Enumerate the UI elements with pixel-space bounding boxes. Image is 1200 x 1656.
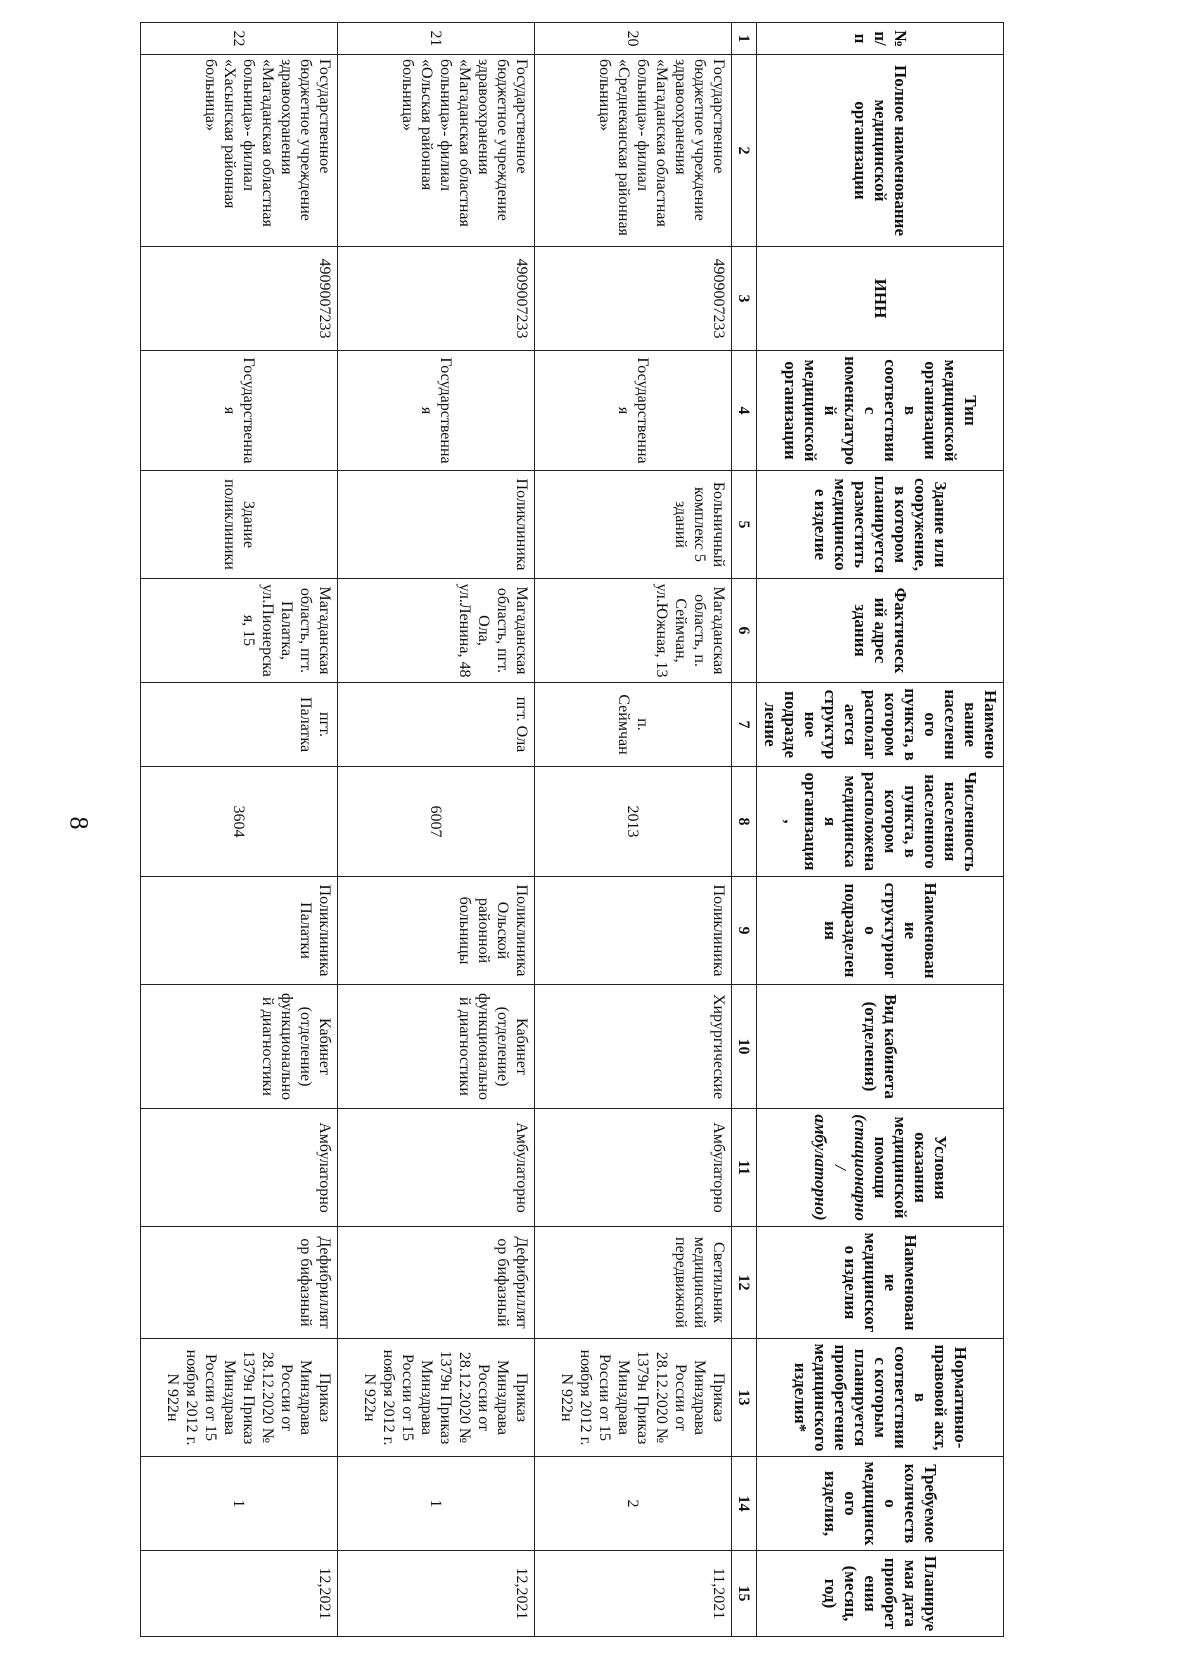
population: 3604	[141, 767, 338, 877]
structural-unit: Поликлиника Палатки	[141, 877, 338, 985]
header-cell: Численность населения населенного пункта, в котором расположена медицинская организация,	[757, 767, 1004, 877]
header-cell: Планируемая дата приобретения (месяц, год)	[757, 1551, 1004, 1637]
column-number-row	[732, 23, 757, 1637]
settlement: пгт. Палатка	[141, 683, 338, 767]
settlement: пгт. Ола	[338, 683, 535, 767]
column-number: 8	[732, 767, 757, 877]
column-number: 2	[732, 55, 757, 247]
header-cell: Требуемое количество медицинского изделия,	[757, 1457, 1004, 1551]
legal-act: Приказ Минздрава России от 28.12.2020 № 1379н Приказ Минздрава России от 15 ноября 2012 г. N 922н	[535, 1339, 732, 1457]
device-name: Светильник медицинский передвижной	[535, 1227, 732, 1339]
rotated-page	[118, 22, 1004, 1634]
inn: 4909007233	[338, 247, 535, 351]
address: Магаданская область, п. Сеймчан, ул.Южная, 13	[535, 579, 732, 683]
cabinet-type: Кабинет (отделение) функционально й диагностики	[338, 985, 535, 1109]
header-note: (стационарно/ амбулаторно)	[811, 1114, 870, 1221]
settlement: п. Сеймчан	[535, 683, 732, 767]
header-row	[757, 23, 1004, 1637]
legal-act: Приказ Минздрава России от 28.12.2020 № 1379н Приказ Минздрава России от 15 ноября 2012 г. N 922н	[338, 1339, 535, 1457]
structural-unit: Поликлиника	[535, 877, 732, 985]
building: Здание поликлиники	[141, 471, 338, 579]
column-number: 4	[732, 351, 757, 471]
row-number: 21	[338, 23, 535, 55]
address: Магаданская область, пгт. Ола, ул.Ленина, 48	[338, 579, 535, 683]
org-name: Государственное бюджетное учреждение здравоохранения «Магаданская областная больница»- филиал «Среднеканская районная больница»	[535, 55, 732, 247]
column-number: 13	[732, 1339, 757, 1457]
header-cell: Наименование структурного подразделения	[757, 877, 1004, 985]
column-number: 9	[732, 877, 757, 985]
quantity: 1	[338, 1457, 535, 1551]
device-name: Дефибриллят ор бифазный	[141, 1227, 338, 1339]
header-cell: Здание или сооружение, в котором планируется разместить медицинское изделие	[757, 471, 1004, 579]
org-name: Государственное бюджетное учреждение здравоохранения «Магаданская областная больница»- филиал «Ольская районная больница»	[338, 55, 535, 247]
building: Поликлиника	[338, 471, 535, 579]
quantity: 1	[141, 1457, 338, 1551]
care-conditions: Амбулаторно	[535, 1109, 732, 1227]
header-cell	[757, 1109, 1004, 1227]
org-name: Государственное бюджетное учреждение здравоохранения «Магаданская областная больница»- филиал «Хасынская районная больница»	[141, 55, 338, 247]
org-type: Государственная	[338, 351, 535, 471]
column-number: 14	[732, 1457, 757, 1551]
page-number: 8	[64, 816, 94, 830]
column-number: 11	[732, 1109, 757, 1227]
cabinet-type: Хирургические	[535, 985, 732, 1109]
row-number: 20	[535, 23, 732, 55]
planned-date: 11,2021	[535, 1551, 732, 1637]
population: 6007	[338, 767, 535, 877]
table-row	[338, 23, 535, 1637]
column-number: 12	[732, 1227, 757, 1339]
building: Больничный комплекс 5 зданий	[535, 471, 732, 579]
quantity: 2	[535, 1457, 732, 1551]
header-cell: ИНН	[757, 247, 1004, 351]
header-cell: Наименование населенного пункта, в котором располагается структурное подразделение	[757, 683, 1004, 767]
column-number: 3	[732, 247, 757, 351]
column-number: 7	[732, 683, 757, 767]
column-number: 15	[732, 1551, 757, 1637]
equipment-table	[140, 22, 1004, 1637]
table-row	[141, 23, 338, 1637]
org-type: Государственная	[535, 351, 732, 471]
header-cell: Тип медицинской организации в соответствии с номенклатурой медицинской организации	[757, 351, 1004, 471]
column-number: 6	[732, 579, 757, 683]
row-number: 22	[141, 23, 338, 55]
header-cell: Вид кабинета (отделения)	[757, 985, 1004, 1109]
cabinet-type: Кабинет (отделение) функционально й диагностики	[141, 985, 338, 1109]
address: Магаданская область, пгт. Палатка, ул.Пионерска я, 15	[141, 579, 338, 683]
inn: 4909007233	[141, 247, 338, 351]
structural-unit: Поликлиника Ольской районной больницы	[338, 877, 535, 985]
legal-act: Приказ Минздрава России от 28.12.2020 № 1379н Приказ Минздрава России от 15 ноября 2012 г. N 922н	[141, 1339, 338, 1457]
column-number: 10	[732, 985, 757, 1109]
planned-date: 12,2021	[338, 1551, 535, 1637]
device-name: Дефибриллят ор бифазный	[338, 1227, 535, 1339]
planned-date: 12,2021	[141, 1551, 338, 1637]
header-label: Условия оказания медицинской помощи	[871, 1116, 950, 1219]
org-type: Государственная	[141, 351, 338, 471]
table-row	[535, 23, 732, 1637]
inn: 4909007233	[535, 247, 732, 351]
header-cell: Наименование медицинского изделия	[757, 1227, 1004, 1339]
header-cell: Нормативно-правовой акт, в соответствии с которым планируется приобретение медицинского изделия*	[757, 1339, 1004, 1457]
header-cell: Полное наименование медицинской организации	[757, 55, 1004, 247]
care-conditions: Амбулаторно	[141, 1109, 338, 1227]
column-number: 1	[732, 23, 757, 55]
care-conditions: Амбулаторно	[338, 1109, 535, 1227]
header-cell: № п/п	[757, 23, 1004, 55]
column-number: 5	[732, 471, 757, 579]
header-cell: Фактический адрес здания	[757, 579, 1004, 683]
population: 2013	[535, 767, 732, 877]
